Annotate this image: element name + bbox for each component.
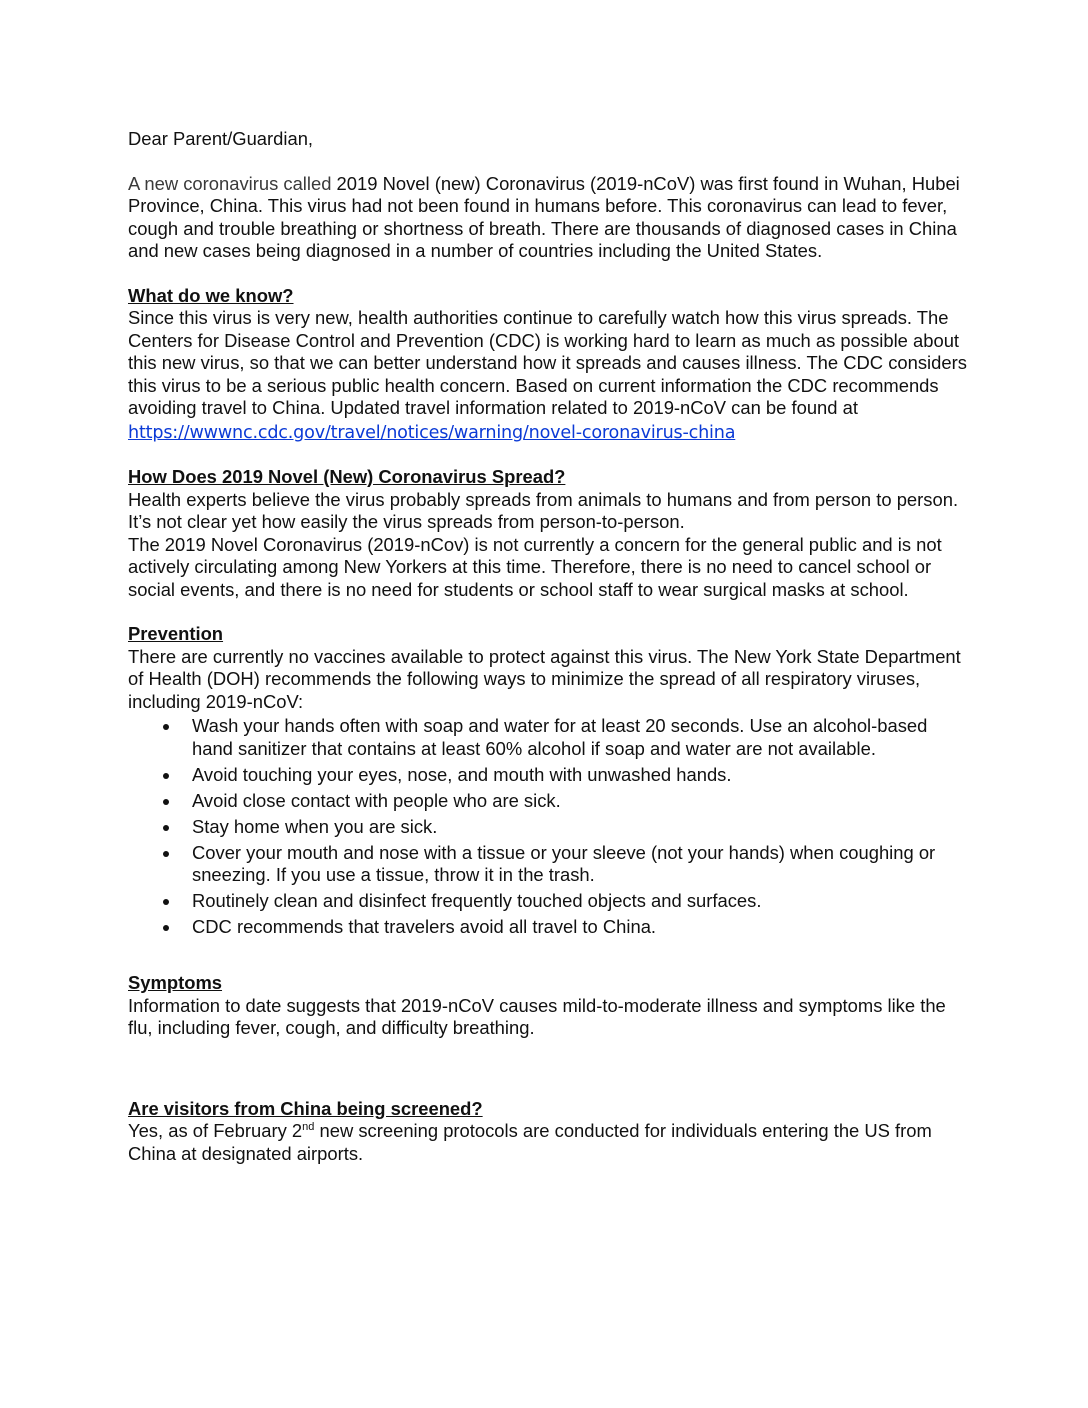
ordinal-suffix: nd <box>302 1121 315 1133</box>
prevention-body: There are currently no vaccines available to protect against this virus. The New York State Department of Health (DOH) recommends the following ways to minimize the spread of all respiratory viruses, including 2019-nCoV: <box>128 645 961 712</box>
spread-body-1: Health experts believe the virus probably spreads from animals to humans and from person to person. It’s not clear yet how easily the virus spreads from person-to-person. <box>128 488 959 532</box>
list-item-text: Cover your mouth and nose with a tissue or your sleeve (not your hands) when coughing or sneezing. If you use a tissue, throw it in the trash. <box>192 841 936 885</box>
list-item-text: CDC recommends that travelers avoid all travel to China. <box>192 916 657 937</box>
section-symptoms <box>128 972 968 1040</box>
heading-symptoms: Symptoms <box>128 972 223 993</box>
screening-text-2: new screening protocols are conducted for individuals entering the US from China at designated airports. <box>128 1120 932 1164</box>
heading-prevention: Prevention <box>128 623 224 644</box>
list-item-text: Avoid touching your eyes, nose, and mouth with unwashed hands. <box>192 763 732 785</box>
heading-screening: Are visitors from China being screened? <box>128 1097 483 1119</box>
greeting: Dear Parent/Guardian, <box>128 128 314 149</box>
spacer <box>128 942 968 972</box>
section-prevention <box>128 623 968 939</box>
list-item <box>128 916 968 939</box>
section-how-spread <box>128 466 968 601</box>
screening-text-1: Yes, as of February 2 <box>128 1120 303 1141</box>
letter-page <box>128 128 968 1165</box>
bullet-icon <box>163 825 169 831</box>
bullet-icon <box>163 899 169 905</box>
list-item-text: Avoid close contact with people who are sick. <box>192 789 561 811</box>
heading-how-spread: How Does 2019 Novel (New) Coronavirus Spread? <box>128 466 566 487</box>
section-screening <box>128 1098 968 1166</box>
list-item-text: Routinely clean and disinfect frequently touched objects and surfaces. <box>192 890 762 911</box>
list-item <box>128 715 968 760</box>
cdc-travel-link[interactable]: https://wwwnc.cdc.gov/travel/notices/warning/novel-coronavirus-china <box>128 422 736 443</box>
prevention-list <box>128 715 968 939</box>
bullet-icon <box>163 724 169 730</box>
list-item <box>128 842 968 887</box>
symptoms-body: Information to date suggests that 2019-nCoV causes mild-to-moderate illness and symptoms like the flu, including fever, cough, and difficulty breathing. <box>128 994 946 1038</box>
heading-what-do-we-know: What do we know? <box>128 284 294 306</box>
intro-text-1: A new coronavirus called <box>128 172 337 194</box>
bullet-icon <box>163 851 169 857</box>
list-item <box>128 816 968 839</box>
intro-text-2: 2019 Novel (new) Coronavirus (2019-nCoV) was first found in Wuhan, Hubei Province, China. This virus had not been found in humans before. This coronavirus can lead to fever, cough and trouble breathing or shortness of breath. <box>128 172 960 239</box>
spacer <box>128 1040 968 1098</box>
intro-text-3: There are thousands of diagnosed cases in China and new cases being diagnosed in a number of countries including the United States. <box>128 217 957 261</box>
list-item <box>128 890 968 913</box>
spread-body-2: The 2019 Novel Coronavirus (2019-nCov) is not currently a concern for the general public and is not actively circulating among New Yorkers at this time. Therefore, there is no need to cancel school or social events, and there is no need for students or school staff to wear surgical masks at school. <box>128 533 942 600</box>
list-item-text: Stay home when you are sick. <box>192 815 438 837</box>
screening-body <box>128 1120 968 1165</box>
know-body: Since this virus is very new, health authorities continue to carefully watch how this virus spreads. The Centers for Disease Control and Prevention (CDC) is working hard to learn as much as possible about this new virus, so that we can better understand how it spreads and causes illness. The CDC considers this virus to be a serious public health concern. Based on current information the CDC recommends avoiding travel to China. Updated travel information related to 2019-nCoV can be found at <box>128 307 967 418</box>
bullet-icon <box>163 799 169 805</box>
bullet-icon <box>163 773 169 779</box>
list-item <box>128 790 968 813</box>
bullet-icon <box>163 925 169 931</box>
section-what-do-we-know <box>128 285 968 445</box>
intro-paragraph <box>128 173 968 263</box>
list-item-text: Wash your hands often with soap and water for at least 20 seconds. Use an alcohol-based hand sanitizer that contains at least 60% alcohol if soap and water are not available. <box>192 715 928 759</box>
list-item <box>128 764 968 787</box>
